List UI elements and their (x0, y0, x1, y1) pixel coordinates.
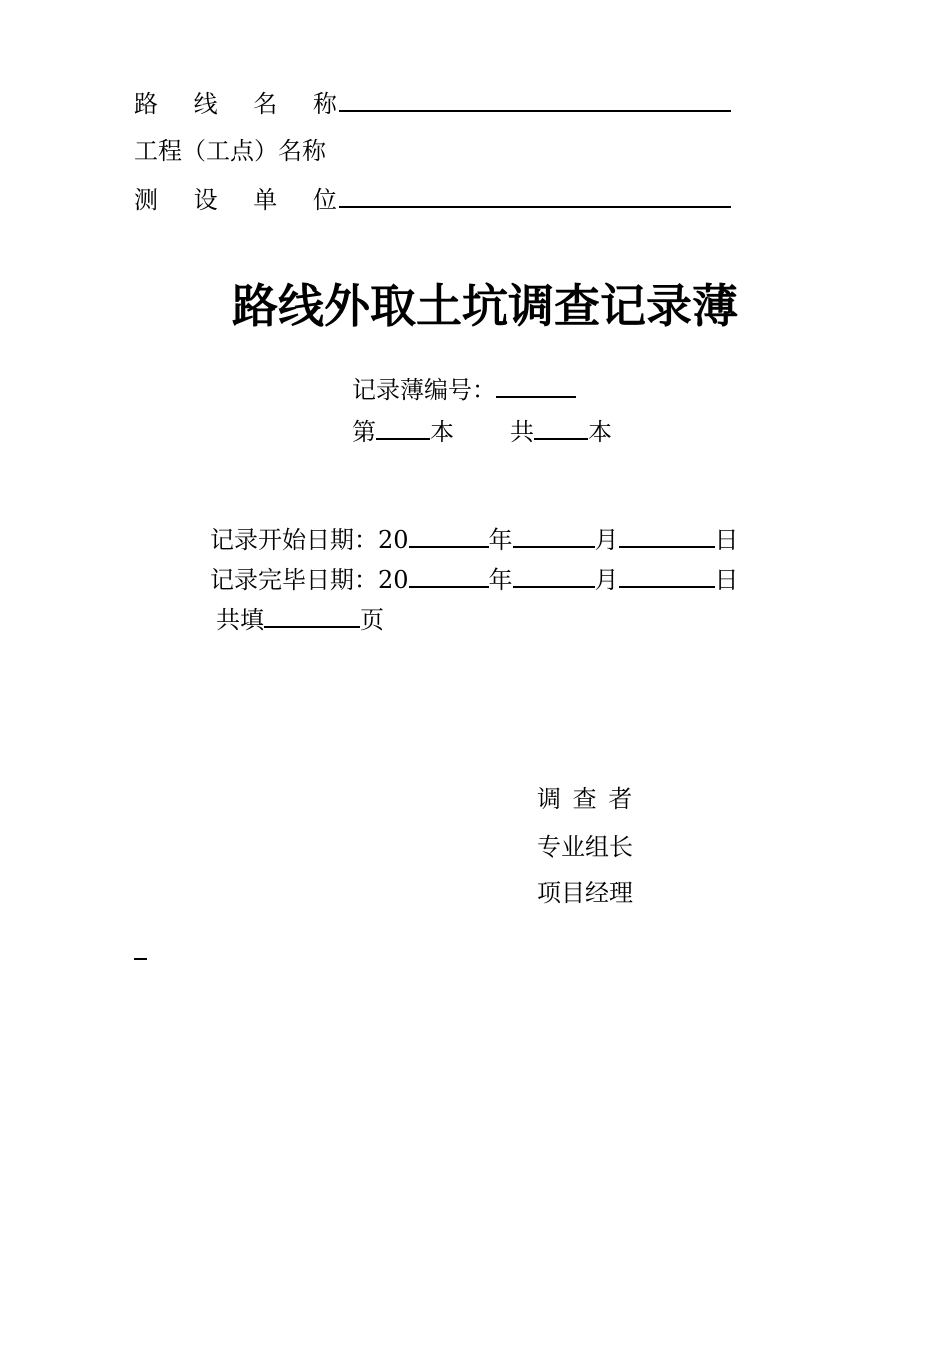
total-suffix: 本 (588, 418, 612, 446)
survey-unit-row (134, 184, 731, 215)
end-date-label: 记录完毕日期：20 (210, 566, 409, 594)
total-prefix: 共 (510, 418, 534, 446)
route-name-label: 路 线 名 称 (134, 90, 351, 118)
survey-unit-label: 测 设 单 位 (134, 186, 351, 214)
book-number-label: 记录薄编号： (352, 376, 496, 404)
start-month-field[interactable] (513, 524, 595, 548)
start-year-field[interactable] (409, 524, 489, 548)
start-date-label: 记录开始日期：20 (210, 526, 409, 554)
start-date-row (210, 524, 739, 555)
end-month-unit: 月 (594, 566, 619, 594)
underscore-mark (134, 958, 147, 960)
start-month-unit: 月 (594, 526, 619, 554)
start-day-field[interactable] (619, 524, 715, 548)
book-number-field[interactable] (496, 374, 576, 398)
end-year-unit: 年 (488, 566, 513, 594)
end-month-field[interactable] (513, 564, 595, 588)
group-leader-label: 专业组长 (537, 833, 633, 861)
survey-unit-field[interactable] (339, 184, 731, 208)
start-day-unit: 日 (714, 526, 739, 554)
project-name-label: 工程（工点）名称 (134, 137, 326, 165)
end-year-field[interactable] (409, 564, 489, 588)
book-number-row (352, 374, 576, 405)
pages-count-field[interactable] (264, 604, 360, 628)
volume-row (352, 416, 612, 447)
project-manager-label: 项目经理 (537, 879, 633, 907)
investigator-label: 调 查 者 (537, 785, 635, 813)
volume-suffix: 本 (430, 418, 454, 446)
page-title: 路线外取土坑调查记录薄 (232, 279, 738, 333)
pages-prefix: 共填 (216, 606, 264, 634)
pages-suffix: 页 (360, 606, 384, 634)
route-name-row (134, 88, 731, 119)
volume-prefix: 第 (352, 418, 376, 446)
project-name-row (134, 136, 326, 166)
end-day-field[interactable] (619, 564, 715, 588)
route-name-field[interactable] (339, 88, 731, 112)
end-day-unit: 日 (714, 566, 739, 594)
volume-number-field[interactable] (376, 416, 430, 440)
total-volumes-field[interactable] (534, 416, 588, 440)
end-date-row (210, 564, 739, 595)
pages-row (216, 604, 384, 635)
start-year-unit: 年 (488, 526, 513, 554)
